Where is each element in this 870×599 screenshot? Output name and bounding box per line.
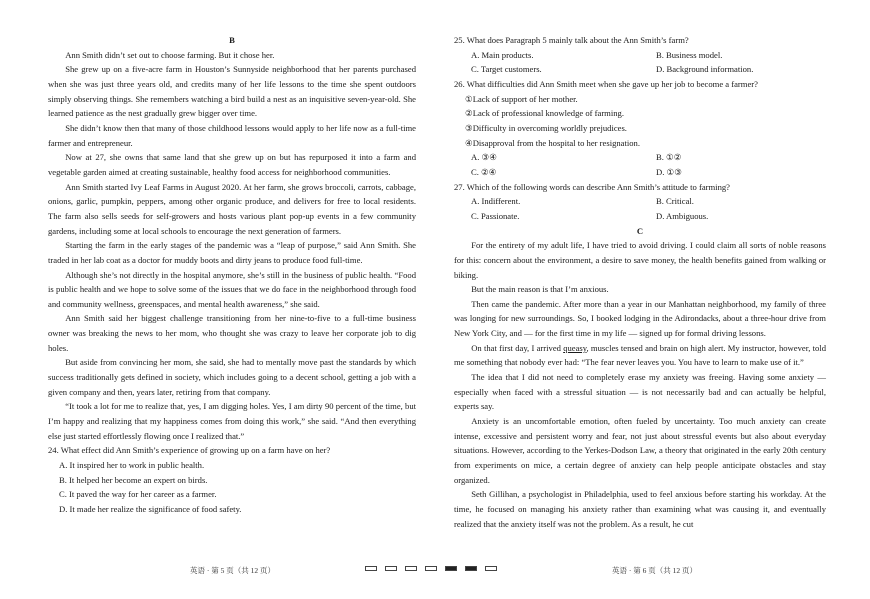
left-paragraph: She grew up on a five-acre farm in Houston’s Sunnyside neighborhood that her parents purchased when she was just three years old, and credits many of her life lessons to the time she spent outdoors simply observing things. She remembers watching a bird build a nest as an inquisitive seven-year-old. She learned patience as the nest gradually grew bigger over time. (48, 64, 416, 119)
question-26-stem: 26. What difficulties did Ann Smith meet when she gave up her job to become a farmer? (454, 78, 758, 89)
page-mark (385, 566, 397, 571)
question-24-option: B. It helped her become an expert on birds. (59, 474, 208, 485)
section-b-heading: B (229, 35, 235, 45)
left-paragraph: Ann Smith didn’t set out to choose farming. But it chose her. (65, 49, 275, 60)
right-paragraph: The idea that I did not need to completely erase my anxiety was freeing. Having some anxiety — especially when faced with a stressful situation — is not necessarily bad and can actually be helpful, experts say. (454, 372, 826, 412)
right-paragraph: Then came the pandemic. After more than a year in our Manhattan neighborhood, my family of three was longing for new surroundings. So, I booked lodging in the Adirondacks, about a three-hour drive from New York City, and — for the first time in my life — signed up for formal driving lessons. (454, 298, 826, 339)
question-25-option-a: A. Main products. (471, 49, 534, 60)
page-mark (465, 566, 477, 571)
question-26-item: ④Disapproval from the hospital to her resignation. (465, 137, 641, 148)
left-paragraph: But aside from convincing her mom, she said, she had to mentally move past the standards by which success traditionally gets defined in society, which includes going to a decent school, getting a job with a given company and then, years later, retiring from that company. (48, 357, 416, 397)
page-mark (445, 566, 457, 571)
question-26-item: ②Lack of professional knowledge of farming. (465, 108, 625, 119)
question-27-options-row (454, 194, 826, 209)
page-mark (485, 566, 497, 571)
paragraph-text: , muscles tensed and brain on high alert. My instructor, however, told me something that nobody ever had: “The fear never leaves you. You have to learn to make use of it.” (454, 342, 826, 368)
left-paragraph: “It took a lot for me to realize that, yes, I am digging holes. Yes, I am dirty 90 percent of the time, but I’m happy and realizing that my happiness comes from doing this work,” she said. “And then everything else just started effortlessly flowing once I realized that.” (48, 401, 416, 441)
question-25-option-d: D. Background information. (656, 64, 754, 75)
left-paragraph: She didn’t know then that many of those childhood lessons would apply to her life now as a full-time farmer and entrepreneur. (48, 122, 416, 148)
left-paragraph: Ann Smith started Ivy Leaf Farms in August 2020. At her farm, she grows broccoli, carrots, cabbage, onions, garlic, pumpkin, peppers, among other organic produce, and delivers for free to local residents. The farm also sells seeds for self-growers and hosts various plant pop-up events in a few community gardens, including some at local schools to encourage the next generation of farmers. (48, 181, 416, 236)
question-27-options-row (454, 209, 826, 224)
right-paragraph-queasy (454, 341, 826, 370)
question-25-options-row (454, 48, 826, 63)
question-27-option-d: D. Ambiguous. (656, 210, 709, 221)
question-27-option-b: B. Critical. (656, 196, 694, 207)
section-c-heading: C (636, 225, 644, 236)
right-paragraph: For the entirety of my adult life, I have tried to avoid driving. I could claim all sorts of noble reasons for this: concern about the environment, a desire to save money, the health benefits gained from walking or biking. (454, 240, 826, 280)
page-footer-left: 英语 · 第 5 页（共 12 页） (190, 566, 275, 575)
question-24-stem: 24. What effect did Ann Smith’s experience of growing up on a farm have on her? (48, 445, 331, 456)
question-25-option-b: B. Business model. (656, 49, 723, 60)
left-paragraph: Ann Smith said her biggest challenge transitioning from her nine-to-five to a full-time business owner was breaking the news to her mom, who thought she was crazy to leave her corporate job to dig holes. (48, 313, 416, 353)
question-24-option: C. It paved the way for her career as a farmer. (59, 489, 217, 500)
question-27-option-c: C. Passionate. (471, 210, 520, 221)
question-26-options-row (454, 165, 826, 180)
left-paragraph: Now at 27, she owns that same land that she grew up on but has repurposed it into a farm and vegetable garden aimed at creating sustainable, healthy food access for neighborhood communities. (48, 152, 416, 177)
question-24-option: A. It inspired her to work in public health. (59, 460, 205, 471)
question-26-option-b: B. ①② (656, 152, 682, 163)
paragraph-text: On that first day, I arrived (471, 342, 564, 353)
question-27-stem: 27. Which of the following words can describe Ann Smith’s attitude to farming? (454, 181, 730, 192)
question-26-option-a: A. ③④ (471, 152, 497, 163)
question-25-options-row (454, 62, 826, 77)
page-mark (425, 566, 437, 571)
page-marks (365, 566, 497, 571)
question-26-options-row (454, 150, 826, 165)
left-column (48, 33, 416, 517)
question-26-item: ③Difficulty in overcoming worldly prejudices. (465, 122, 627, 133)
right-paragraph: Seth Gillihan, a psychologist in Philadelphia, used to feel anxious before starting his workday. At the time, he focused on managing his anxiety rather than examining what was causing it, and eventually realized that the anxiety itself was not the problem. As a result, he cut (454, 489, 826, 529)
left-paragraph: Although she’s not directly in the hospital anymore, she’s still in the business of public health. “Food is public health and we hope to solve some of the issues that we do face in the neighborhood through food and community wellness, greenspaces, and mental health awareness,” she said. (48, 269, 416, 309)
question-26-option-c: C. ②④ (471, 166, 497, 177)
underlined-word: queasy (563, 342, 587, 353)
left-paragraph: Starting the farm in the early stages of the pandemic was a “leap of purpose,” said Ann Smith. She traded in her lab coat as a doctor for muddy boots and dirty jeans to produce food full-time. (48, 240, 416, 265)
question-24-option: D. It made her realize the significance of food safety. (59, 504, 242, 514)
page-mark (365, 566, 377, 571)
question-26-option-d: D. ①③ (656, 166, 682, 177)
page-mark (405, 566, 417, 571)
question-26-item: ①Lack of support of her mother. (465, 93, 578, 104)
right-paragraph: But the main reason is that I’m anxious. (471, 284, 609, 295)
page-footer-right: 英语 · 第 6 页（共 12 页） (612, 566, 697, 575)
question-25-option-c: C. Target customers. (471, 64, 542, 75)
right-paragraph: Anxiety is an uncomfortable emotion, often fueled by uncertainty. Too much anxiety can create intense, excessive and persistent worry and fear, not just about stressful events but also about everyday situations. However, according to the Yerkes-Dodson Law, a theory that originated in the early 20th century from experiments on mice, a certain degree of anxiety can help people anticipate obstacles and stay organized. (454, 416, 826, 485)
right-column (454, 33, 826, 531)
question-25-stem: 25. What does Paragraph 5 mainly talk about the Ann Smith’s farm? (454, 35, 689, 45)
question-27-option-a: A. Indifferent. (471, 196, 521, 207)
